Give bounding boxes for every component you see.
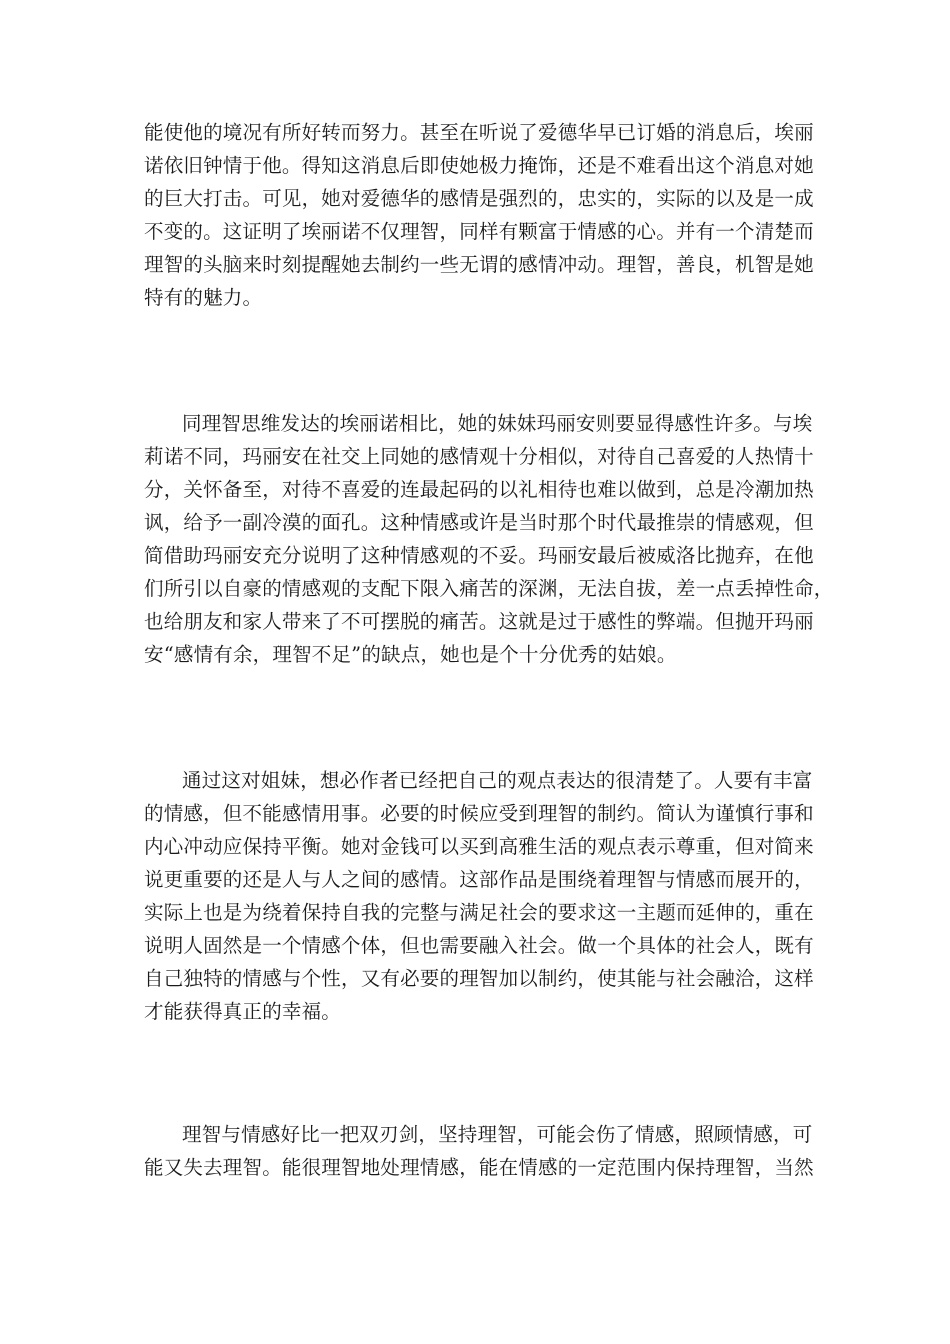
paragraph-1-line-6: 特有的魅力。	[144, 286, 263, 309]
paragraph-1-line-5: 理智的头脑来时刻提醒她去制约一些无谓的感情冲动。理智，善良，机智是她	[144, 253, 814, 276]
paragraph-1-line-3: 的巨大打击。可见，她对爱德华的感情是强烈的，忠实的，实际的以及是一成	[144, 187, 814, 210]
paragraph-4-line-1: 理智与情感好比一把双刃剑，坚持理智，可能会伤了情感，照顾情感，可	[182, 1123, 813, 1146]
paragraph-1-line-4: 不变的。这证明了埃丽诺不仅理智，同样有颗富于情感的心。并有一个清楚而	[144, 220, 814, 243]
paragraph-2-line-4: 讽，给予一副冷漠的面孔。这种情感或许是当时那个时代最推崇的情感观，但	[144, 511, 814, 534]
paragraph-4	[144, 1118, 814, 1184]
paragraph-3-line-8: 才能获得真正的幸福。	[144, 1000, 342, 1023]
paragraph-3-line-7: 自己独特的情感与个性，又有必要的理智加以制约，使其能与社会融洽，这样	[144, 967, 814, 990]
paragraph-1	[144, 116, 814, 314]
paragraph-3-line-3: 内心冲动应保持平衡。她对金钱可以买到高雅生活的观点表示尊重，但对简来	[144, 835, 814, 858]
paragraph-2-line-8: 安“感情有余，理智不足”的缺点，她也是个十分优秀的姑娘。	[144, 643, 677, 666]
paragraph-2-line-2: 莉诺不同，玛丽安在社交上同她的感情观十分相似，对待自己喜爱的人热情十	[144, 445, 814, 468]
paragraph-3	[144, 764, 814, 1028]
paragraph-3-line-2: 的情感，但不能感情用事。必要的时候应受到理智的制约。简认为谨慎行事和	[144, 802, 814, 825]
paragraph-2-line-6: 们所引以自豪的情感观的支配下限入痛苦的深渊，无法自拔，差一点丢掉性命，	[144, 577, 834, 600]
paragraph-3-line-1: 通过这对姐妹，想必作者已经把自己的观点表达的很清楚了。人要有丰富	[182, 769, 813, 792]
paragraph-2	[144, 407, 834, 671]
paragraph-2-line-3: 分，关怀备至，对待不喜爱的连最起码的以礼相待也难以做到，总是冷潮加热	[144, 478, 814, 501]
paragraph-2-line-7: 也给朋友和家人带来了不可摆脱的痛苦。这就是过于感性的弊端。但抛开玛丽	[144, 610, 814, 633]
paragraph-4-line-2: 能又失去理智。能很理智地处理情感，能在情感的一定范围内保持理智，当然	[144, 1156, 814, 1179]
paragraph-1-line-1: 能使他的境况有所好转而努力。甚至在听说了爱德华早已订婚的消息后，埃丽	[144, 121, 814, 144]
paragraph-3-line-6: 说明人固然是一个情感个体，但也需要融入社会。做一个具体的社会人，既有	[144, 934, 814, 957]
paragraph-3-line-5: 实际上也是为绕着保持自我的完整与满足社会的要求这一主题而延伸的，重在	[144, 901, 814, 924]
paragraph-3-line-4: 说更重要的还是人与人之间的感情。这部作品是围绕着理智与情感而展开的，	[144, 868, 814, 891]
paragraph-1-line-2: 诺依旧钟情于他。得知这消息后即使她极力掩饰，还是不难看出这个消息对她	[144, 154, 814, 177]
paragraph-2-line-5: 简借助玛丽安充分说明了这种情感观的不妥。玛丽安最后被威洛比抛弃，在他	[144, 544, 814, 567]
paragraph-2-line-1: 同理智思维发达的埃丽诺相比，她的妹妹玛丽安则要显得感性许多。与埃	[182, 412, 813, 435]
